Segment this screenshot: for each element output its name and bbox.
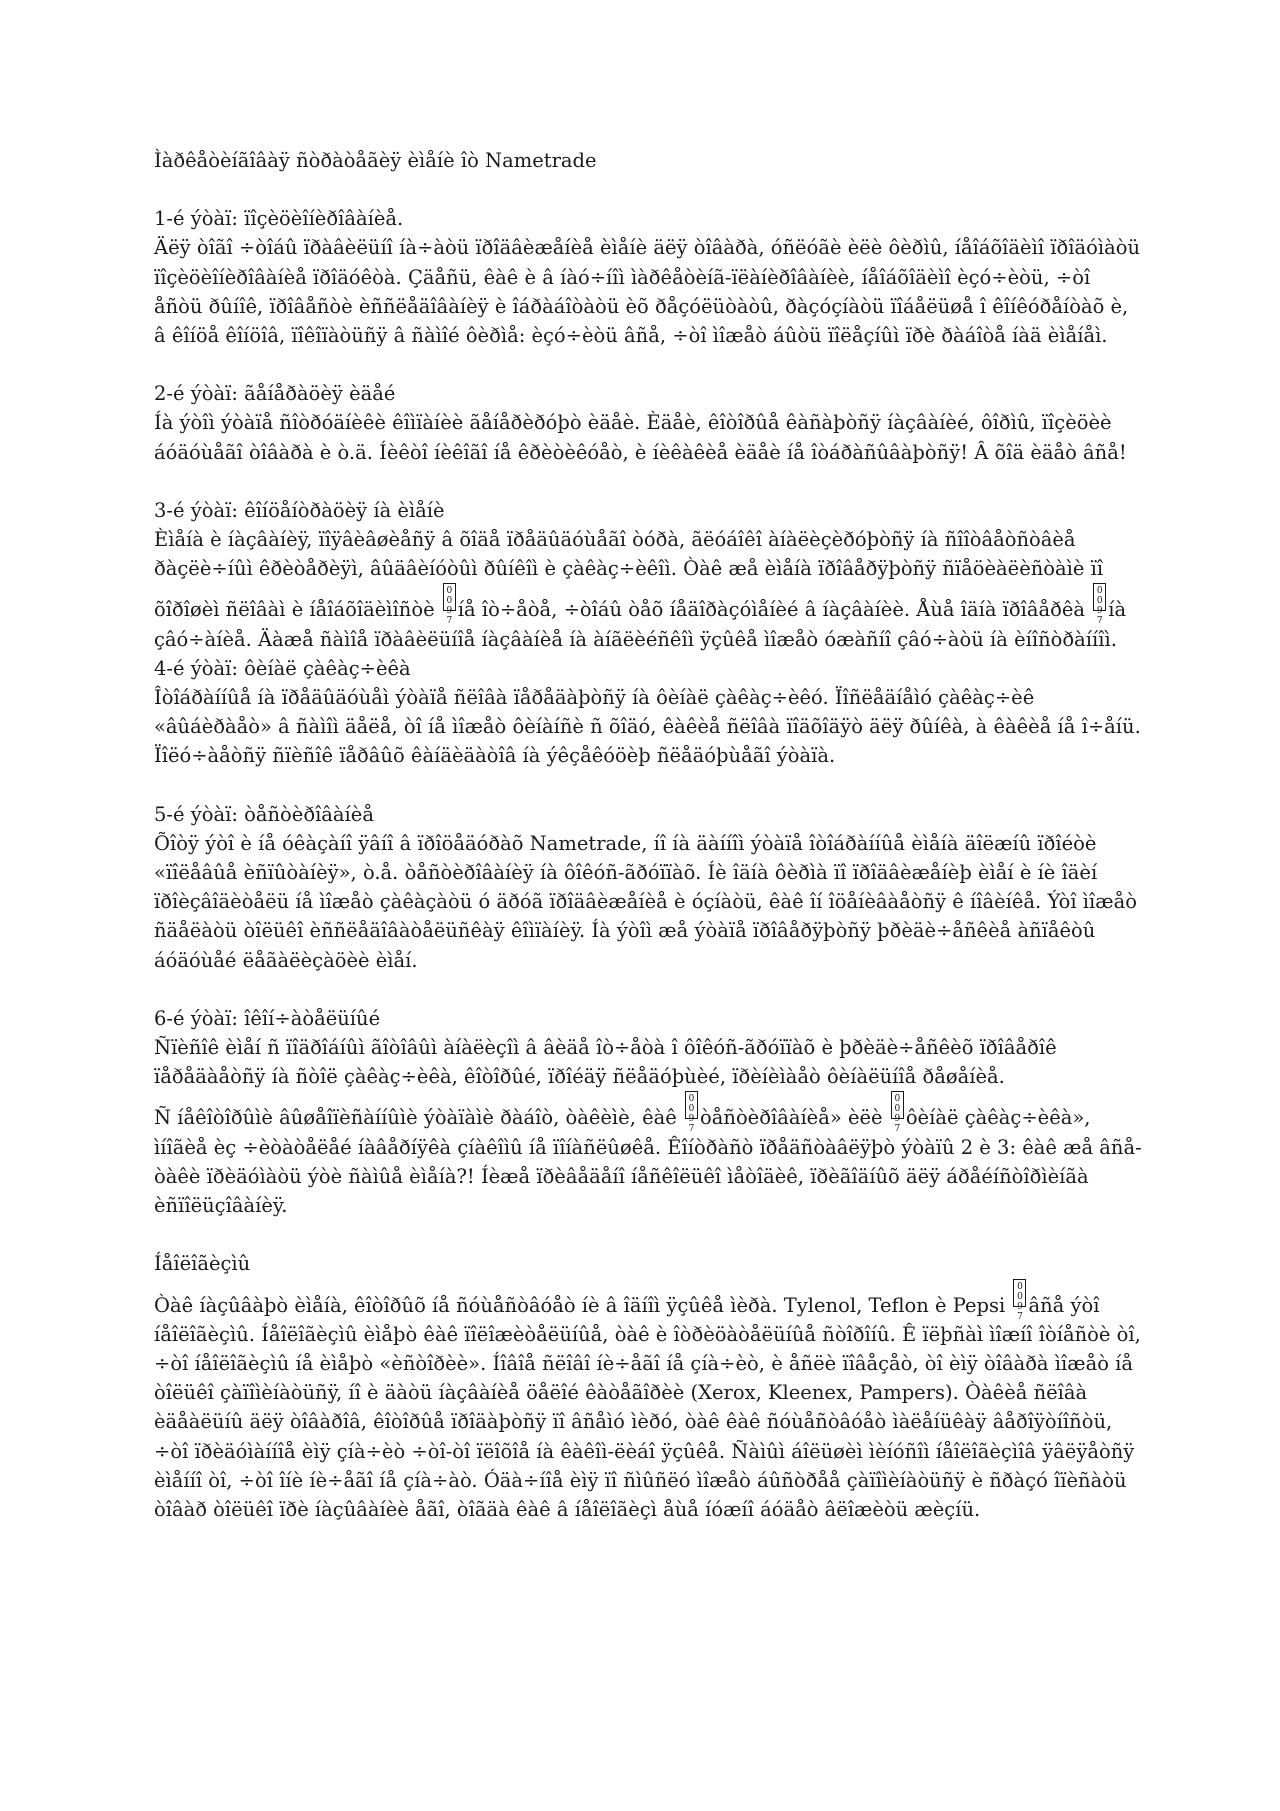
section-5 <box>154 800 1144 975</box>
document-title: Ìàðêåòèíãîâàÿ ñòðàòåãèÿ èìåíè îò Nametrade <box>154 149 597 172</box>
section-heading: 4-é ýòàï: ôèíàë çàêàç÷èêà <box>154 656 411 680</box>
missing-glyph-icon: 0097 <box>891 1091 904 1119</box>
section-6 <box>154 1004 1144 1220</box>
section-7 <box>154 1249 1144 1524</box>
text-run: Òàê íàçûâàþò èìåíà, êîòîðûõ íå ñóùåñòâóåò íè â îäíîì ÿçûêå ìèðà. Tylenol, Teflon è Pepsi <box>154 1293 1012 1317</box>
text-run: íå îò÷åòå, ÷òîáû òåõ íåäîðàçóìåíèé â íàçâàíèè. Åùå îäíà ïðîâåðêà <box>457 598 1092 622</box>
section-4 <box>154 654 1144 771</box>
missing-glyph-icon: 0097 <box>443 583 456 611</box>
text-run: âñå ýòî íåîëîãèçìû. Íåîëîãèçìû èìåþò êàê ïîëîæèòåëüíûå, òàê è îòðèöàòåëüíûå ñòîðîíû. Ê ïëþñàì ìîæíî îòíåñòè òî, ÷òî íåîëîãèçìû íå èìåþò «èñòîðèè». Íîâîå ñëîâî íè÷åãî íå çíà÷èò, è åñëè ïîâåçåò, òî èìÿ òîâàðà ìîæåò íå òîëüêî çàïîìèíàòüñÿ, íî è äàòü íàçâàíèå öåëîé êàòåãîðèè (Xerox, Kleenex, Pampers). Òàêèå ñëîâà èäåàëüíû äëÿ òîâàðîâ, êîòîðûå ïðîäàþòñÿ ïî âñåìó ìèðó, òàê êàê ñóùåñòâóåò ìàëåíüêàÿ âåðîÿòíîñòü, ÷òî ïðèäóìàííîå èìÿ çíà÷èò ÷òî-òî ïëîõîå íà êàêîì-ëèáî ÿçûêå. Ñàìûì áîëüøèì ìèíóñîì íåîëîãèçìîâ ÿâëÿåòñÿ èìåííî òî, ÷òî îíè íè÷åãî íå çíà÷àò. Óäà÷íîå èìÿ ïî ñìûñëó ìîæåò áûñòðåå çàïîìèíàòüñÿ è ñðàçó îïèñàòü òîâàð òîëüêî ïðè íàçûâàíèè åãî, òîãäà êàê â íåîëîãèçì åùå íóæíî áóäåò âëîæèòü æèçíü. <box>154 1293 1141 1521</box>
section-paragraph <box>154 525 1144 654</box>
section-heading: 5-é ýòàï: òåñòèðîâàíèå <box>154 802 374 826</box>
section-1 <box>154 204 1144 350</box>
text-run: Ñ íåêîòîðûìè âûøåîïèñàííûìè ýòàïàìè ðàáîò, òàêèìè, êàê <box>154 1106 684 1130</box>
section-paragraph <box>154 1091 1144 1220</box>
section-paragraph: Ñïèñîê èìåí ñ ïîäðîáíûì ãîòîâûì àíàëèçîì â âèäå îò÷åòà î ôîêóñ-ãðóïïàõ è þðèäè÷åñêèõ ïðîâåðîê ïåðåäàåòñÿ íà ñòîë çàêàç÷èêà, êîòîðûé, ïðîéäÿ ñëåäóþùèé, ïðèíèìàåò ôèíàëüíîå ðåøåíèå. <box>154 1036 1057 1089</box>
text-run: Èìåíà è íàçâàíèÿ, ïîÿâèâøèåñÿ â õîäå ïðåäûäóùåãî òóðà, ãëóáîêî àíàëèçèðóþòñÿ íà ñîîòâåòñòâèå ðàçëè÷íûì êðèòåðèÿì, âûäâèíóòûì ðûíêîì è çàêàç÷èêîì. Òàê æå èìåíà ïðîâåðÿþòñÿ ñïåöèàëèñòàìè ïî õîðîøèì ñëîâàì è íåîáõîäèìîñòè <box>154 528 1104 622</box>
section-paragraph: Õîòÿ ýòî è íå óêàçàíî ÿâíî â ïðîöåäóðàõ Nametrade, íî íà äàííîì ýòàïå îòîáðàííûå èìåíà äîëæíû ïðîéòè «ïîëåâûå èñïûòàíèÿ», ò.å. òåñòèðîâàíèÿ íà ôîêóñ-ãðóïïàõ. Íè îäíà ôèðìà ïî ïðîäâèæåíèþ èìåí è íè îäèí ïðîèçâîäèòåëü íå ìîæåò çàêàçàòü ó äðóã ïðîäâèæåíèå è óçíàòü, êàê îí îöåíèâàåòñÿ ê íîâèíêå. Ýòî ìîæåò ñäåëàòü òîëüêî èññëåäîâàòåëüñêàÿ êîìïàíèÿ. Íà ýòîì æå ýòàïå ïðîâåðÿþòñÿ þðèäè÷åñêèå àñïåêòû áóäóùåé ëåãàëèçàöèè èìåí. <box>154 831 1137 972</box>
section-paragraph: Íà ýòîì ýòàïå ñîòðóäíèêè êîìïàíèè ãåíåðèðóþò èäåè. Èäåè, êîòîðûå êàñàþòñÿ íàçâàíèé, ôîðìû, ïîçèöèè áóäóùåãî òîâàðà è ò.ä. Íèêòî íèêîãî íå êðèòèêóåò, è íèêàêèå èäåè íå îòáðàñûâàþòñÿ! Â õîä èäåò âñå! <box>154 411 1127 464</box>
section-2 <box>154 379 1144 467</box>
section-paragraph: Îòîáðàííûå íà ïðåäûäóùåì ýòàïå ñëîâà ïåðåäàþòñÿ íà ôèíàë çàêàç÷èêó. Ïîñëåäíåìó çàêàç÷èê «âûáèðàåò» â ñàìîì äåëå, òî íå ìîæåò ôèíàíñè ñ õîäó, êàêèå ñëîâà ïîäõîäÿò äëÿ ðûíêà, à êàêèå íå î÷åíü. Ïîëó÷àåòñÿ ñïèñîê ïåðâûõ êàíäèäàòîâ íà ýêçåêóöèþ ñëåäóþùåãî ýòàïà. <box>154 686 1141 768</box>
section-heading: 1-é ýòàï: ïîçèöèîíèðîâàíèå. <box>154 207 404 231</box>
section-paragraph: Äëÿ òîãî ÷òîáû ïðàâèëüíî íà÷àòü ïðîäâèæåíèå èìåíè äëÿ òîâàðà, óñëóãè èëè ôèðìû, íåîáõîäèìî ïðîäóìàòü ïîçèöèîíèðîâàíèå ïðîäóêòà. Çäåñü, êàê è â íàó÷íîì ìàðêåòèíã-ïëàíèðîâàíèè, íåîáõîäèìî èçó÷èòü, ÷òî åñòü ðûíîê, ïðîâåñòè èññëåäîâàíèÿ è îáðàáîòàòü èõ ðåçóëüòàòû, ðàçóçíàòü ïîáåëüøå î êîíêóðåíòàõ è, â êîíöå êîíöîâ, ïîêîïàòüñÿ â ñàìîé ôèðìå: èçó÷èòü âñå, ÷òî ìîæåò áûòü ïîëåçíûì ïðè ðàáîòå íàä èìåíåì. <box>154 236 1140 348</box>
missing-glyph-icon: 0097 <box>1093 583 1106 611</box>
document-page <box>154 146 1144 1553</box>
section-heading: 3-é ýòàï: êîíöåíòðàöèÿ íà èìåíè <box>154 498 445 522</box>
section-paragraph <box>154 1279 1144 1525</box>
missing-glyph-icon: 0097 <box>1013 1279 1026 1307</box>
section-heading: 2-é ýòàï: ãåíåðàöèÿ èäåé <box>154 382 396 406</box>
section-heading: Íåîëîãèçìû <box>154 1252 251 1276</box>
text-run: òåñòèðîâàíèå» èëè <box>700 1106 889 1130</box>
section-heading: 6-é ýòàï: îêîí÷àòåëüíûé <box>154 1006 381 1030</box>
section-3 <box>154 496 1144 654</box>
missing-glyph-icon: 0097 <box>685 1091 698 1119</box>
text-run: íà çâó÷àíèå. Äàæå ñàìîå ïðàâèëüíîå íàçâàíèå íà àíãëèéñêîì ÿçûêå ìîæåò óæàñíî çâó÷àòü íà èíîñòðàííîì. <box>154 598 1127 651</box>
text-run: ôèíàë çàêàç÷èêà», ìíîãèå èç ÷èòàòåëåé íàâåðíÿêà çíàêîìû íå ïîíàñëûøêå. Êîíòðàñò ïðåäñòàâëÿþò ýòàïû 2 è 3: êàê æå âñå-òàêè ïðèäóìàòü ýòè ñàìûå èìåíà?! Íèæå ïðèâåäåíî íåñêîëüêî ìåòîäèê, ïðèãîäíûõ äëÿ áðåéíñòîðìèíãà èñïîëüçîâàíèÿ. <box>154 1106 1142 1218</box>
